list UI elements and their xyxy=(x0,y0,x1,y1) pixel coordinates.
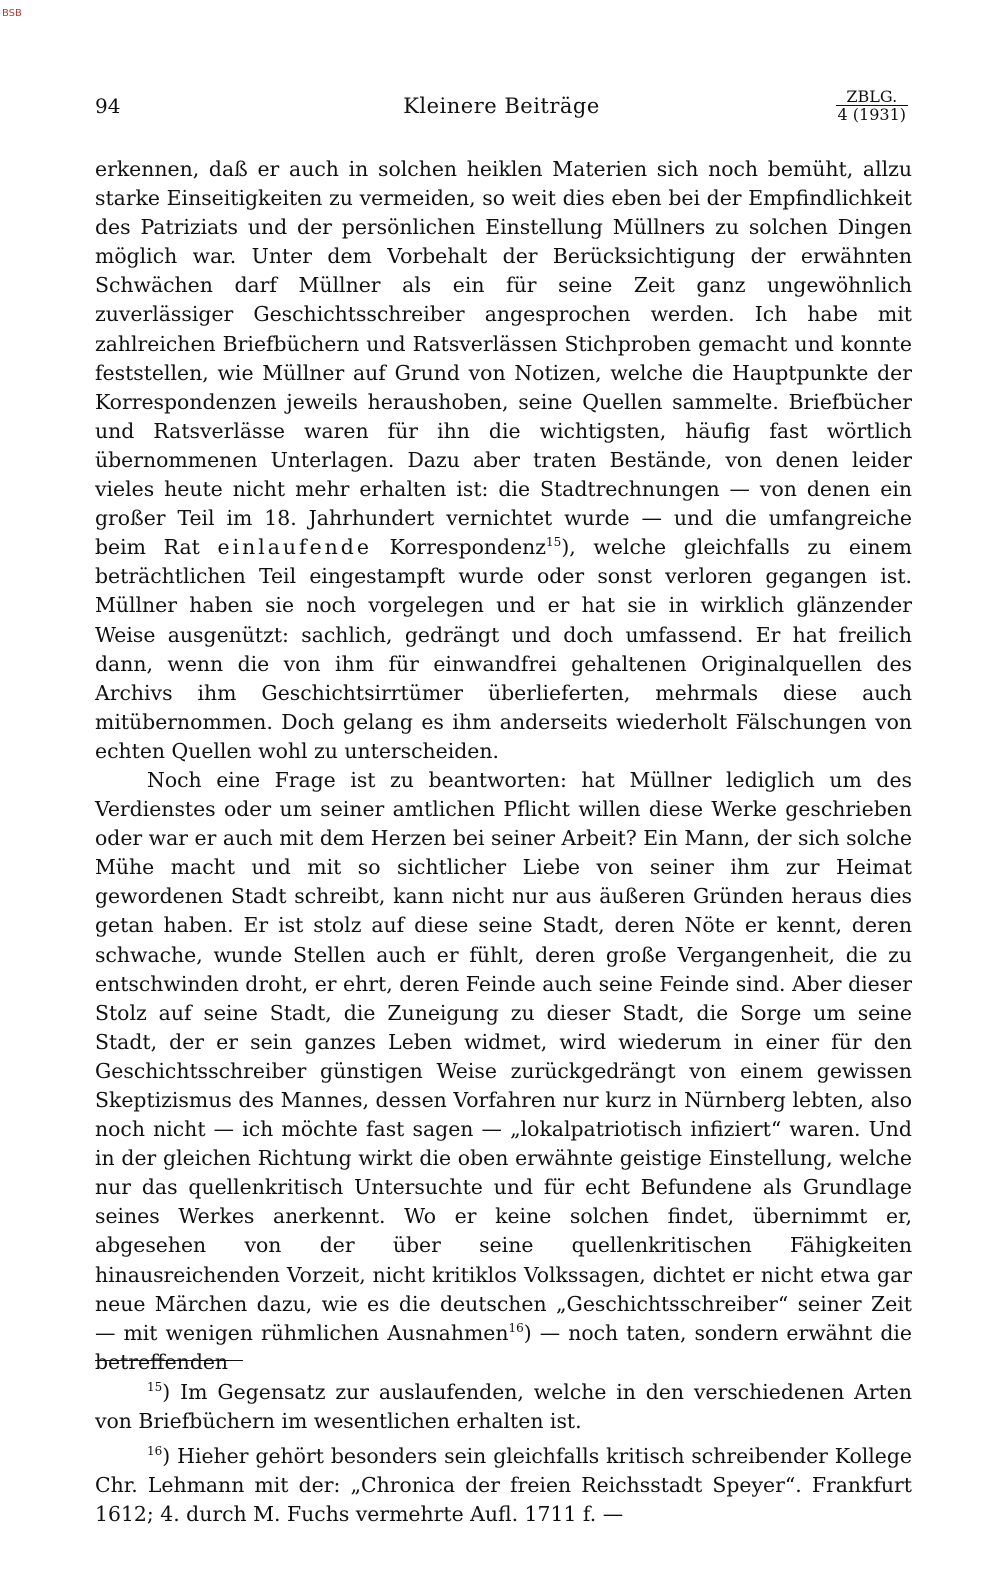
paragraph-1-text: erkennen, daß er auch in solchen heiklen Materien sich noch bemüht, allzu starke Einseitigkeiten zu vermeiden, so weit dies eben bei der Empfindlichkeit des Patriziats und der persönlichen Einstellung Müllners zu solchen Dingen möglich war. Unter dem Vorbehalt der Berücksichtigung der erwähnten Schwächen darf Müllner als ein für seine Zeit ganz ungewöhnlich zuverlässiger Geschichtsschreiber angesprochen werden. Ich habe mit zahlreichen Briefbüchern und Ratsverlässen Stichproben gemacht und konnte feststellen, wie Müllner auf Grund von Notizen, welche die Hauptpunkte der Korrespondenzen jeweils heraushoben, seine Quellen sammelte. Briefbücher und Ratsverlässe waren für ihn die wichtigsten, häufig fast wörtlich übernommenen Unterlagen. Dazu aber traten Bestände, von denen leider vieles heute nicht mehr erhalten ist: die Stadtrechnungen — von denen ein großer Teil im 18. Jahrhundert vernichtet wurde — und die umfangreiche beim Rat xyxy=(95,157,912,560)
footnote-reference-16[interactable]: 16 xyxy=(508,1320,524,1335)
footnote-text: ) Hieher gehört besonders sein gleichfalls kritisch schreibender Kollege Chr. Lehmann mit der: „Chronica der freien Reichsstadt Speyer“. Frankfurt 1612; 4. durch M. Fuchs vermehrte Aufl. 1711 f. — xyxy=(95,1444,912,1526)
footnote-text: ) Im Gegensatz zur auslaufenden, welche in den verschiedenen Arten von Briefbüchern im wesentlichen erhalten ist. xyxy=(95,1380,912,1433)
footnotes xyxy=(95,1378,912,1535)
library-watermark: BSB xyxy=(2,8,22,19)
paragraph-1 xyxy=(95,155,912,766)
journal-reference xyxy=(836,88,908,123)
paragraph-2-text: Noch eine Frage ist zu beantworten: hat Müllner lediglich um des Verdienstes oder um seiner amtlichen Pflicht willen diese Werke geschrieben oder war er auch mit dem Herzen bei seiner Arbeit? Ein Mann, der sich solche Mühe macht und mit so sichtlicher Liebe von seiner ihm zur Heimat gewordenen Stadt schreibt, kann nicht nur aus äußeren Gründen heraus dies getan haben. Er ist stolz auf diese seine Stadt, deren Nöte er kennt, deren schwache, wunde Stellen auch er fühlt, deren große Vergangenheit, die zu entschwinden droht, er ehrt, deren Feinde auch seine Feinde sind. Aber dieser Stolz auf seine Stadt, die Zuneigung zu dieser Stadt, die Sorge um seine Stadt, der er sein ganzes Leben widmet, wird wiederum in einer für den Geschichtsschreiber günstigen Weise zurückgedrängt von einem gewissen Skeptizismus des Mannes, dessen Vorfahren nur kurz in Nürnberg lebten, also noch nicht — ich möchte fast sagen — „lokalpatriotisch infiziert“ waren. Und in der gleichen Richtung wirkt die oben erwähnte geistige Einstellung, welche nur das quellenkritisch Untersuchte und für echt Befundene als Grundlage seines Werkes anerkennt. Wo er keine solchen findet, übernimmt er, abgesehen von der über seine quellenkritischen Fähigkeiten hinausreichenden Vorzeit, nicht kritiklos Volkssagen, dichtet er nicht etwa gar neue Märchen dazu, wie es die deutschen „Geschichtsschreiber“ seiner Zeit — mit wenigen rühmlichen Ausnahmen xyxy=(95,767,912,1345)
footnote-number: 15 xyxy=(147,1380,163,1395)
paragraph-1-rest: ), welche gleichfalls zu einem beträchtlichen Teil eingestampft wurde oder sonst verloren gegangen ist. Müllner haben sie noch vorgelegen und er hat sie in wirklich glänzender Weise ausgenützt: sachlich, gedrängt und doch umfassend. Er hat freilich dann, wenn die von ihm für einwandfrei gehaltenen Originalquellen des Archivs ihm Geschichtsirrtümer überlieferten, mehrmals diese auch mitübernommen. Doch gelang es ihm anderseits wiederholt Fälschungen von echten Quellen wohl zu unterscheiden. xyxy=(95,535,913,763)
footnote-reference-15[interactable]: 15 xyxy=(546,535,562,550)
journal-abbreviation: ZBLG. xyxy=(836,88,908,106)
footnote-16 xyxy=(95,1442,912,1529)
main-text xyxy=(95,155,912,1377)
footnote-15 xyxy=(95,1378,912,1436)
page-header xyxy=(95,88,908,132)
paragraph-1-continuation: Korrespondenz xyxy=(389,535,547,560)
page-number: 94 xyxy=(95,94,121,118)
emphasized-word: einlaufende xyxy=(217,535,372,560)
journal-volume-year: 4 (1931) xyxy=(837,105,906,124)
footnote-number: 16 xyxy=(147,1444,163,1459)
paragraph-2-rest: ) — noch taten, sondern erwähnt die betreffenden xyxy=(95,1320,912,1374)
paragraph-2 xyxy=(95,766,912,1377)
footnote-divider xyxy=(95,1360,243,1361)
running-title: Kleinere Beiträge xyxy=(403,94,600,118)
